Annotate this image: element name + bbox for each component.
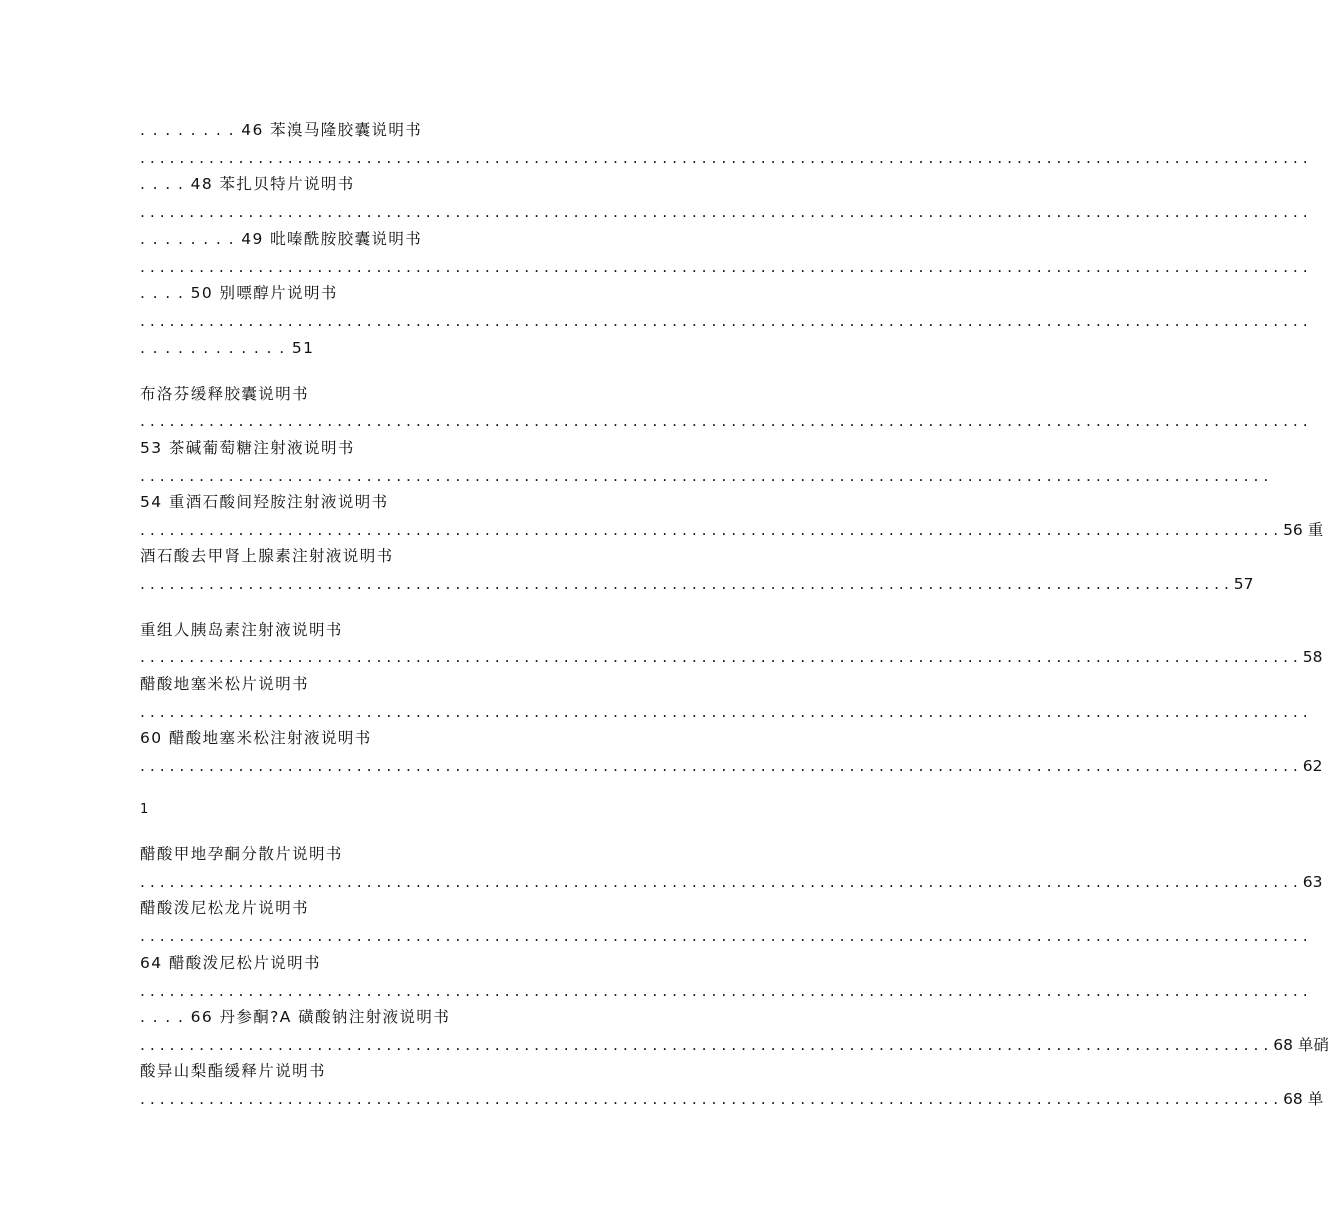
toc-dotted-leader: . . . . . . . . . . . . . . . . . . . . . . . . . . . . . . . . . . . . . . . . . . . . . . . . . . . . . . . . . . . . . . . . . . . . . . . . . . . . . . . . . . . . . . . . . . . . . . . . . . . . . . . . . . . . . . . . . . . . . . .: [140, 203, 1308, 221]
toc-dotted-leader: . . . . . . . . . . . . . . . . . . . . . . . . . . . . . . . . . . . . . . . . . . . . . . . . . . . . . . . . . . . . . . . . . . . . . . . . . . . . . . . . . . . . . . . . . . . . . . . . . . . . . . . . . . . . . . . . . . . . . . 58: [140, 648, 1323, 666]
toc-dotted-leader: . . . . . . . . . . . . . . . . . . . . . . . . . . . . . . . . . . . . . . . . . . . . . . . . . . . . . . . . . . . . . . . . . . . . . . . . . . . . . . . . . . . . . . . . . . . . . . . . . . . . . . . . . . . . . . . . . . . . . . .: [140, 149, 1308, 167]
toc-dotted-leader: . . . . . . . . . . . . . . . . . . . . . . . . . . . . . . . . . . . . . . . . . . . . . . . . . . . . . . . . . . . . . . . . . . . . . . . . . . . . . . . . . . . . . . . . . . . . . . . . . . . . . . . . . . . . . . . . . . .: [140, 467, 1269, 485]
toc-dotted-leader: . . . . . . . . . . . . . . . . . . . . . . . . . . . . . . . . . . . . . . . . . . . . . . . . . . . . . . . . . . . . . . . . . . . . . . . . . . . . . . . . . . . . . . . . . . . . . . . . . . . . . . . . . . . . . . . . . . . . 68 单: [140, 1090, 1324, 1108]
toc-dotted-leader: . . . . . . . . . . . . . . . . . . . . . . . . . . . . . . . . . . . . . . . . . . . . . . . . . . . . . . . . . . . . . . . . . . . . . . . . . . . . . . . . . . . . . . . . . . . . . . . . . . . . . . . . . . . . . . . . . . . . . . .: [140, 982, 1308, 1000]
toc-line: 醋酸地塞米松片说明书: [140, 675, 310, 693]
toc-line: 60 醋酸地塞米松注射液说明书: [140, 729, 372, 747]
toc-line: . . . . . . . . . . . . 51: [140, 339, 315, 357]
toc-dotted-leader: . . . . . . . . . . . . . . . . . . . . . . . . . . . . . . . . . . . . . . . . . . . . . . . . . . . . . . . . . . . . . . . . . . . . . . . . . . . . . . . . . . . . . . . . . . . . . . . . . . . . . . . . . . . . . . . . . . . 68 单硝: [140, 1036, 1329, 1054]
toc-line: . . . . 50 别嘌醇片说明书: [140, 284, 338, 302]
toc-line: . . . . 66 丹参酮?A 磺酸钠注射液说明书: [140, 1008, 451, 1026]
toc-line: . . . . 48 苯扎贝特片说明书: [140, 175, 355, 193]
toc-line: 醋酸甲地孕酮分散片说明书: [140, 845, 343, 863]
toc-line: . . . . . . . . 49 吡嗪酰胺胶囊说明书: [140, 230, 423, 248]
page-number: 1: [140, 802, 149, 817]
toc-dotted-leader: . . . . . . . . . . . . . . . . . . . . . . . . . . . . . . . . . . . . . . . . . . . . . . . . . . . . . . . . . . . . . . . . . . . . . . . . . . . . . . . . . . . . . . . . . . . . . . . . . . . . . . . . . . . . . . . . . . . . . . .: [140, 927, 1308, 945]
toc-dotted-leader: . . . . . . . . . . . . . . . . . . . . . . . . . . . . . . . . . . . . . . . . . . . . . . . . . . . . . . . . . . . . . . . . . . . . . . . . . . . . . . . . . . . . . . . . . . . . . . . . . . . . . . . . . . . . . . . . . . . . . . 62: [140, 757, 1323, 775]
toc-dotted-leader: . . . . . . . . . . . . . . . . . . . . . . . . . . . . . . . . . . . . . . . . . . . . . . . . . . . . . . . . . . . . . . . . . . . . . . . . . . . . . . . . . . . . . . . . . . . . . . . . . . . . . . . . . . . . . . . . . . . . . . 63: [140, 873, 1323, 891]
toc-dotted-leader: . . . . . . . . . . . . . . . . . . . . . . . . . . . . . . . . . . . . . . . . . . . . . . . . . . . . . . . . . . . . . . . . . . . . . . . . . . . . . . . . . . . . . . . . . . . . . . . . . . . . . . . . . . . . . . . 57: [140, 575, 1254, 593]
toc-line: 64 醋酸泼尼松片说明书: [140, 954, 321, 972]
toc-dotted-leader: . . . . . . . . . . . . . . . . . . . . . . . . . . . . . . . . . . . . . . . . . . . . . . . . . . . . . . . . . . . . . . . . . . . . . . . . . . . . . . . . . . . . . . . . . . . . . . . . . . . . . . . . . . . . . . . . . . . . . . .: [140, 412, 1308, 430]
toc-dotted-leader: . . . . . . . . . . . . . . . . . . . . . . . . . . . . . . . . . . . . . . . . . . . . . . . . . . . . . . . . . . . . . . . . . . . . . . . . . . . . . . . . . . . . . . . . . . . . . . . . . . . . . . . . . . . . . . . . . . . . . . .: [140, 312, 1308, 330]
toc-line: 53 茶碱葡萄糖注射液说明书: [140, 439, 355, 457]
toc-dotted-leader: . . . . . . . . . . . . . . . . . . . . . . . . . . . . . . . . . . . . . . . . . . . . . . . . . . . . . . . . . . . . . . . . . . . . . . . . . . . . . . . . . . . . . . . . . . . . . . . . . . . . . . . . . . . . . . . . . . . . 56 重: [140, 521, 1324, 539]
toc-line: 酸异山梨酯缓释片说明书: [140, 1062, 326, 1080]
toc-line: 重组人胰岛素注射液说明书: [140, 621, 343, 639]
toc-dotted-leader: . . . . . . . . . . . . . . . . . . . . . . . . . . . . . . . . . . . . . . . . . . . . . . . . . . . . . . . . . . . . . . . . . . . . . . . . . . . . . . . . . . . . . . . . . . . . . . . . . . . . . . . . . . . . . . . . . . . . . . .: [140, 703, 1308, 721]
toc-line: . . . . . . . . 46 苯溴马隆胶囊说明书: [140, 121, 423, 139]
toc-dotted-leader: . . . . . . . . . . . . . . . . . . . . . . . . . . . . . . . . . . . . . . . . . . . . . . . . . . . . . . . . . . . . . . . . . . . . . . . . . . . . . . . . . . . . . . . . . . . . . . . . . . . . . . . . . . . . . . . . . . . . . . .: [140, 258, 1308, 276]
toc-line: 酒石酸去甲肾上腺素注射液说明书: [140, 547, 394, 565]
toc-line: 醋酸泼尼松龙片说明书: [140, 899, 310, 917]
toc-line: 布洛芬缓释胶囊说明书: [140, 385, 310, 403]
toc-line: 54 重酒石酸间羟胺注射液说明书: [140, 493, 389, 511]
